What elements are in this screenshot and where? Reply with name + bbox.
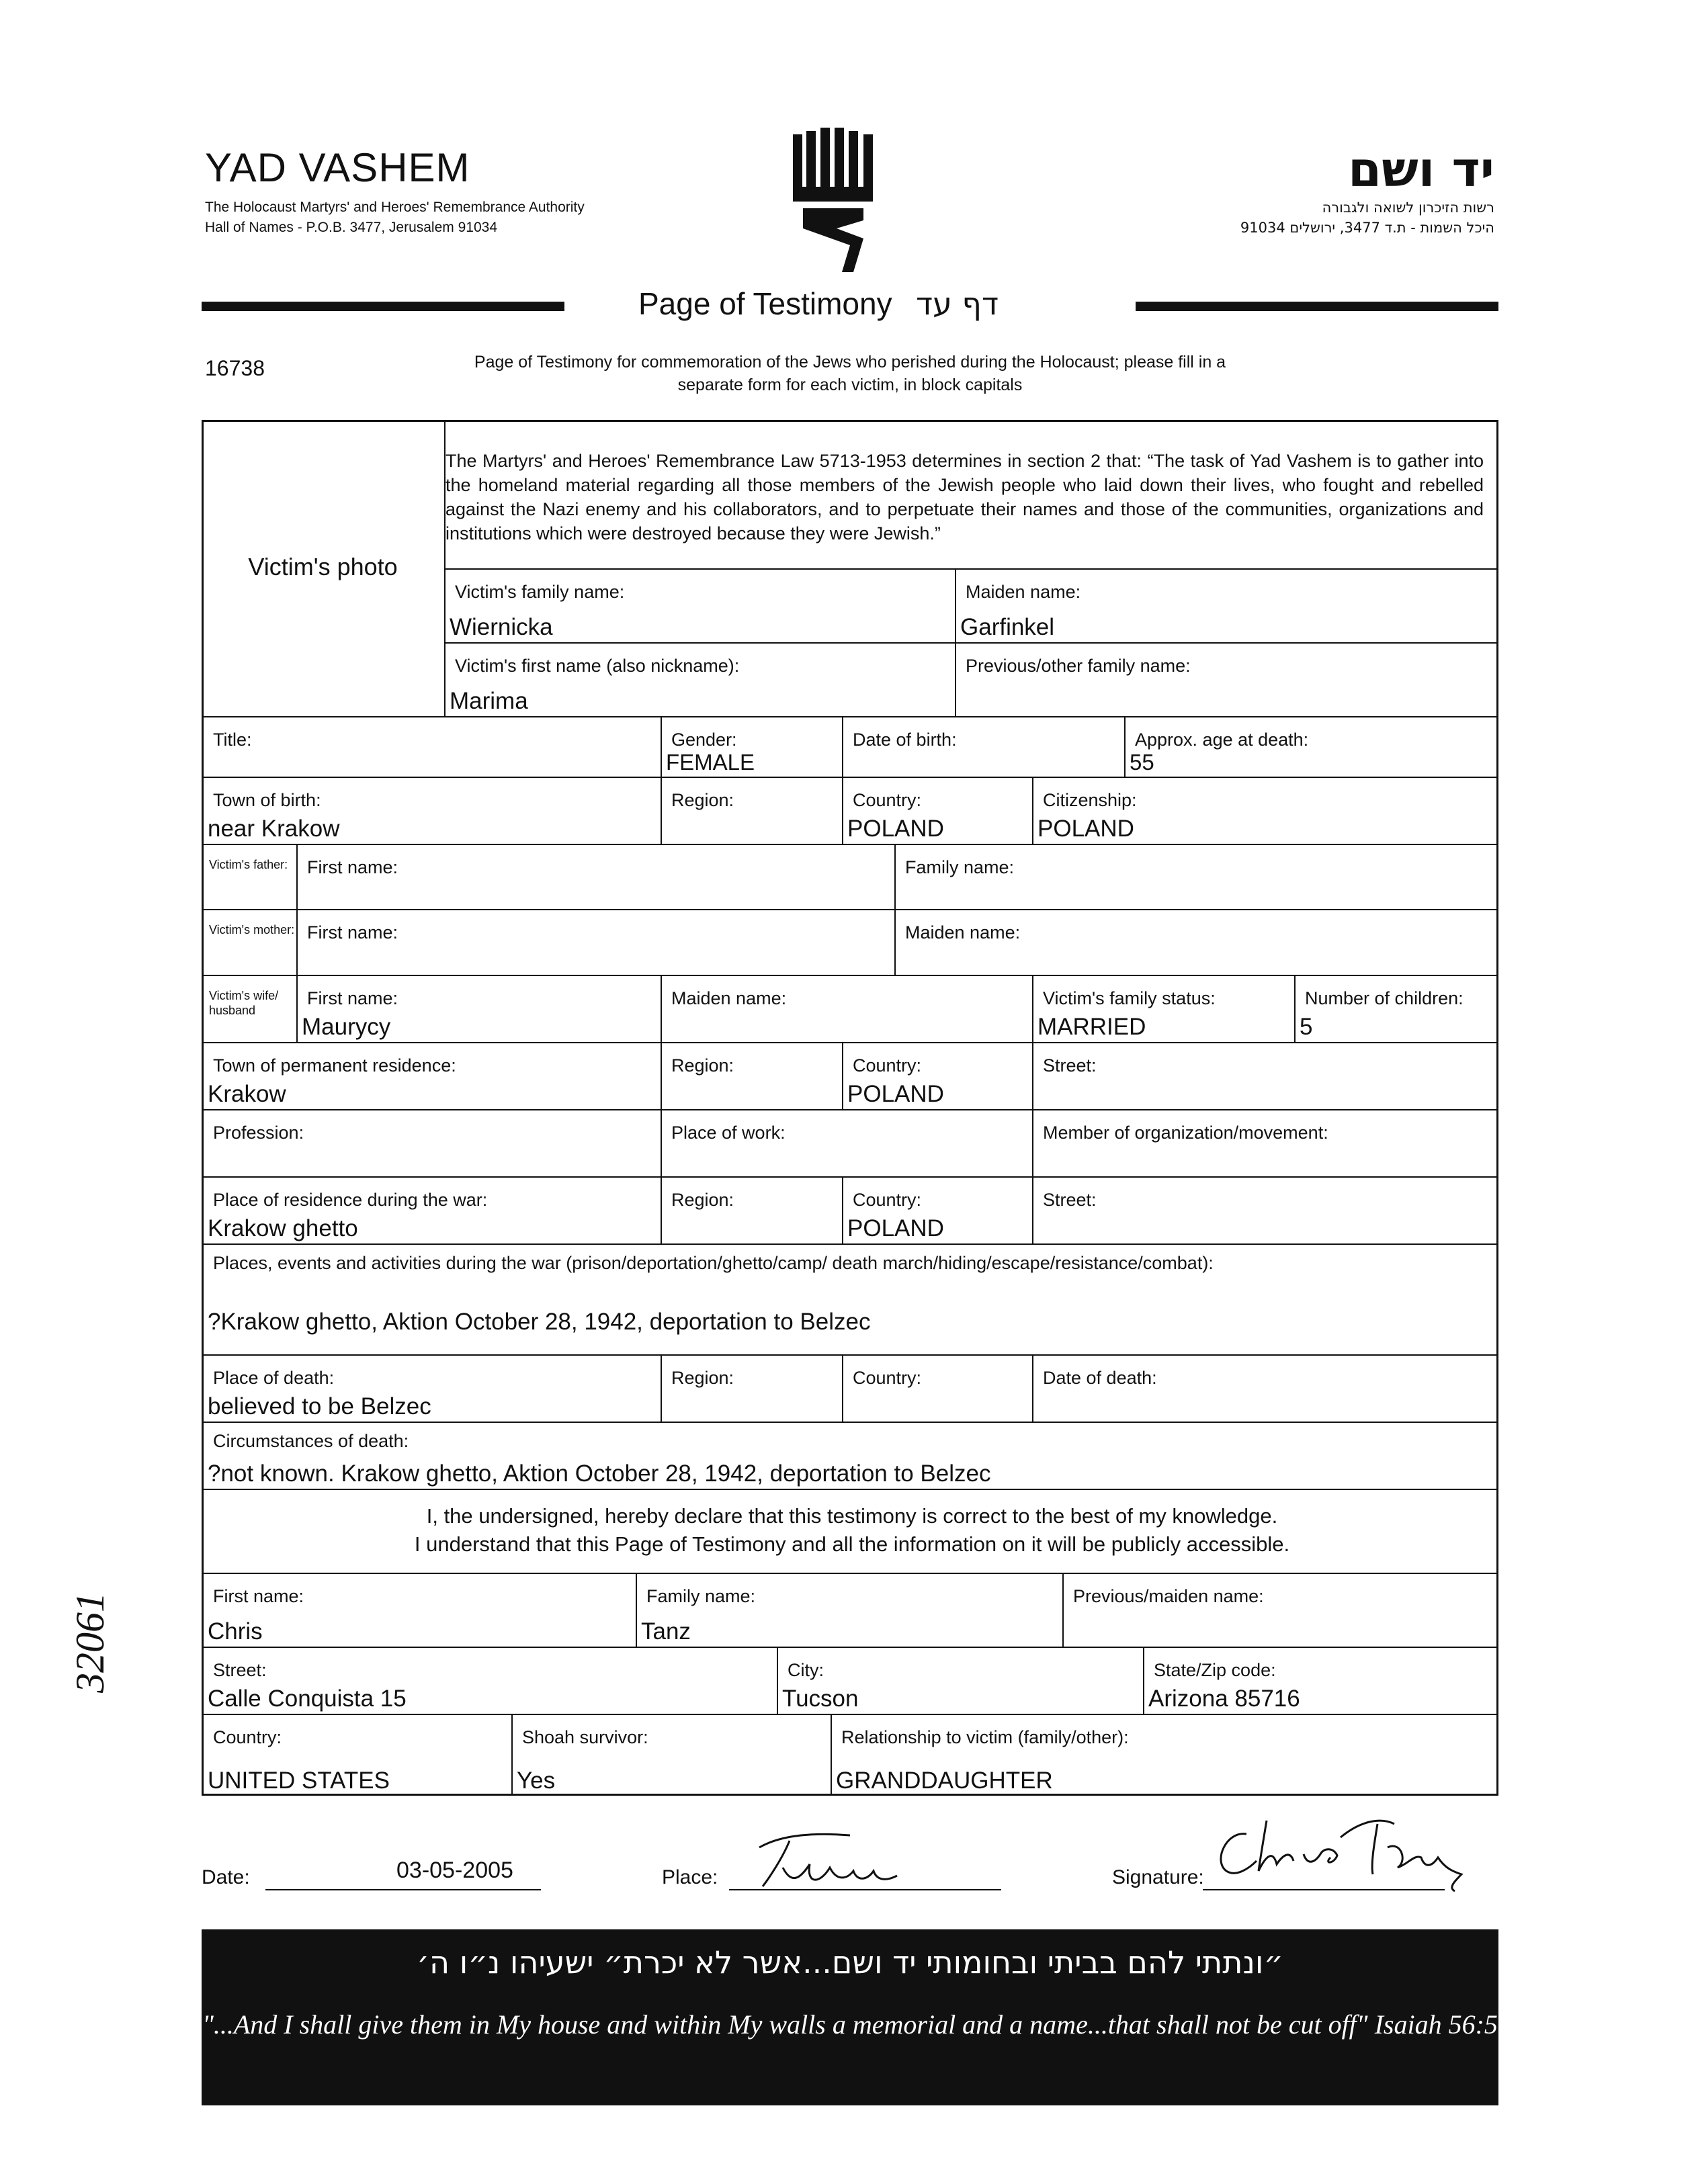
page-title-hebrew: דף עד [916,286,999,322]
victim-gender-field[interactable] [662,717,843,778]
spouse-first-name-field[interactable] [298,976,662,1043]
date-label: Date: [202,1866,250,1888]
father-side-label-box [204,845,298,910]
place-handwritten-icon[interactable] [736,1827,917,1894]
war-residence-value: Krakow ghetto [208,1215,358,1241]
form-instructions: Page of Testimony for commemoration of the Jews who perished during the Holocaust; please fill in a separate form for each victim, in block capitals [474,353,1226,394]
death-country-label: Country: [853,1368,922,1388]
place-line [729,1889,1001,1890]
birth-town-value: near Krakow [208,816,340,842]
quote-hebrew: ״ונתתי להם בביתי ובחומותי יד ושם...אשר לא יכרת״ ישעיהו נ״ו ה׳ [416,1944,1284,1980]
victim-age-field[interactable] [1126,717,1498,778]
war-street-label: Street: [1043,1190,1097,1210]
submitter-street-value: Calle Conquista 15 [208,1686,407,1712]
death-region-label: Region: [671,1368,734,1388]
residence-town-label: Town of permanent residence: [213,1055,456,1076]
submitter-city-field[interactable] [778,1648,1144,1715]
father-family-name-label: Family name: [905,857,1015,877]
residence-country-value: POLAND [847,1081,944,1107]
war-street-field[interactable] [1033,1178,1498,1245]
submitter-city-value: Tucson [782,1686,859,1712]
submitter-state-label: State/Zip code: [1154,1660,1276,1680]
submitter-prev-name-label: Previous/maiden name: [1073,1586,1264,1606]
submitter-prev-name-field[interactable] [1064,1574,1498,1648]
citizenship-label: Citizenship: [1043,790,1137,810]
victim-other-name-field[interactable] [956,644,1498,717]
victim-family-name-label: Victim's family name: [455,582,625,602]
spouse-maiden-name-field[interactable] [662,976,1033,1043]
residence-country-label: Country: [853,1055,922,1076]
citizenship-value: POLAND [1037,816,1134,842]
residence-street-field[interactable] [1033,1043,1498,1110]
war-country-label: Country: [853,1190,922,1210]
organization-field[interactable] [1033,1110,1498,1178]
victim-family-name-value: Wiernicka [450,614,553,640]
victim-age-label: Approx. age at death: [1135,730,1309,750]
victim-photo-box[interactable] [204,422,446,717]
submitter-family-name-value: Tanz [641,1618,691,1645]
organization-label: Member of organization/movement: [1043,1123,1328,1143]
profession-field[interactable] [204,1110,662,1178]
submitter-state-value: Arizona 85716 [1148,1686,1300,1712]
relationship-value: GRANDDAUGHTER [836,1767,1053,1794]
declaration-line-2: I understand that this Page of Testimony and all the information on it will be publicly accessible. [414,1532,1290,1556]
victim-title-field[interactable] [204,717,662,778]
victim-first-name-label: Victim's first name (also nickname): [455,656,740,676]
father-side-label: Victim's father: [209,858,288,871]
org-name-hebrew: יד ושם [1347,141,1494,198]
submitter-family-name-label: Family name: [646,1586,756,1606]
mother-maiden-name-field[interactable] [896,910,1498,976]
shoah-survivor-label: Shoah survivor: [522,1727,648,1747]
profession-label: Profession: [213,1123,304,1143]
victim-family-name-field[interactable] [446,570,956,644]
birth-town-field[interactable] [204,778,662,845]
family-status-value: MARRIED [1037,1014,1146,1040]
spouse-side-label: Victim's wife/ husband [209,989,279,1017]
shoah-survivor-field[interactable] [513,1715,832,1796]
victim-dob-field[interactable] [843,717,1126,778]
org-subtitle: The Holocaust Martyrs' and Heroes' Remembrance Authority [205,200,585,215]
submitter-country-value: UNITED STATES [208,1767,390,1794]
mother-first-name-label: First name: [307,922,398,943]
birth-country-label: Country: [853,790,922,810]
birth-region-field[interactable] [662,778,843,845]
residence-region-label: Region: [671,1055,734,1076]
citizenship-field[interactable] [1033,778,1498,845]
father-first-name-field[interactable] [298,845,896,910]
declaration-line-1: I, the undersigned, hereby declare that this testimony is correct to the best of my knowledge. [426,1504,1278,1528]
place-label: Place: [662,1866,718,1888]
victim-gender-value: FEMALE [666,750,755,775]
mother-maiden-name-label: Maiden name: [905,922,1021,943]
header-rule-right [1136,302,1498,311]
victim-title-label: Title: [213,730,252,750]
shoah-survivor-value: Yes [517,1767,556,1794]
org-address: Hall of Names - P.O.B. 3477, Jerusalem 91034 [205,220,498,235]
quote-english: "...And I shall give them in My house and within My walls a memorial and a name...that shall not be cut off" Isaiah 56:5 [202,2009,1498,2040]
death-country-field[interactable] [843,1356,1033,1423]
spouse-maiden-name-label: Maiden name: [671,988,787,1008]
death-circumstances-value: ?not known. Krakow ghetto, Aktion October 28, 1942, deportation to Belzec [208,1460,991,1487]
victim-other-name-label: Previous/other family name: [966,656,1191,676]
relationship-field[interactable] [832,1715,1498,1796]
victim-gender-label: Gender: [671,730,737,750]
spouse-side-label-box [204,976,298,1043]
header-rule-left [202,302,564,311]
submitter-first-name-label: First name: [213,1586,304,1606]
spouse-first-name-label: First name: [307,988,398,1008]
mother-side-label-box [204,910,298,976]
testimony-form [202,420,1498,1796]
org-subtitle-block [205,198,585,238]
war-events-field[interactable] [204,1245,1498,1356]
law-text: The Martyrs' and Heroes' Remembrance Law 5713-1953 determines in section 2 that: “The task of Yad Vashem is to gather into the homeland material regarding all those members of the Jewish people who laid down their lives, who fought and rebelled against the Nazi enemy and his collaborators, and to perpetuate their names and those of the communities, organizations and institutions which were destroyed because they were Jewish.” [446,451,1484,543]
submitter-family-name-field[interactable] [637,1574,1064,1648]
submitter-first-name-field[interactable] [204,1574,637,1648]
spouse-first-name-value: Maurycy [302,1014,391,1040]
children-count-field[interactable] [1296,976,1498,1043]
victim-dob-label: Date of birth: [853,730,957,750]
place-of-work-label: Place of work: [671,1123,786,1143]
mother-side-label: Victim's mother: [209,923,295,936]
children-count-value: 5 [1300,1014,1313,1040]
residence-street-label: Street: [1043,1055,1097,1076]
org-subtitle-hebrew-block [1240,198,1494,238]
declaration-box [204,1490,1498,1574]
victim-age-value: 55 [1130,750,1154,775]
father-first-name-label: First name: [307,857,398,877]
victim-photo-label: Victim's photo [248,553,398,580]
war-residence-label: Place of residence during the war: [213,1190,488,1210]
signature-line [1203,1889,1445,1890]
war-region-field[interactable] [662,1178,843,1245]
war-residence-field[interactable] [204,1178,662,1245]
signature-label: Signature: [1112,1866,1204,1888]
family-status-label: Victim's family status: [1043,988,1216,1008]
victim-first-name-value: Marima [450,688,528,714]
victim-maiden-name-value: Garfinkel [960,614,1055,640]
margin-note: 32061 [68,1592,112,1693]
page-title: Page of Testimony [638,286,892,321]
war-country-value: POLAND [847,1215,944,1241]
death-circumstances-field[interactable] [204,1423,1498,1490]
victim-first-name-field[interactable] [446,644,956,717]
residence-town-value: Krakow [208,1081,286,1107]
victim-maiden-name-label: Maiden name: [966,582,1081,602]
death-region-field[interactable] [662,1356,843,1423]
relationship-label: Relationship to victim (family/other): [841,1727,1129,1747]
quote-banner [202,1929,1498,2105]
submitter-country-label: Country: [213,1727,282,1747]
submitter-state-field[interactable] [1144,1648,1498,1715]
war-events-label: Places, events and activities during the war (prison/deportation/ghetto/camp/ death march/hiding/escape/resistance/combat): [213,1253,1214,1273]
birth-region-label: Region: [671,790,734,810]
signature-handwritten-icon[interactable] [1206,1807,1509,1894]
war-region-label: Region: [671,1190,734,1210]
residence-region-field[interactable] [662,1043,843,1110]
submitter-first-name-value: Chris [208,1618,263,1645]
death-date-field[interactable] [1033,1356,1498,1423]
org-name: YAD VASHEM [205,145,470,190]
date-line [265,1889,541,1890]
war-country-field[interactable] [843,1178,1033,1245]
death-place-label: Place of death: [213,1368,335,1388]
birth-country-value: POLAND [847,816,944,842]
submitter-city-label: City: [788,1660,824,1680]
war-events-value: ?Krakow ghetto, Aktion October 28, 1942, deportation to Belzec [208,1309,871,1335]
mother-first-name-field[interactable] [298,910,896,976]
submitter-street-field[interactable] [204,1648,778,1715]
victim-maiden-name-field[interactable] [956,570,1498,644]
date-value[interactable]: 03-05-2005 [396,1858,513,1883]
submitter-street-label: Street: [213,1660,267,1680]
residence-town-field[interactable] [204,1043,662,1110]
death-place-value: believed to be Belzec [208,1393,431,1419]
submitter-country-field[interactable] [204,1715,513,1796]
death-date-label: Date of death: [1043,1368,1157,1388]
yad-vashem-logo-icon [790,128,877,275]
place-of-work-field[interactable] [662,1110,1033,1178]
family-status-field[interactable] [1033,976,1296,1043]
death-circumstances-label: Circumstances of death: [213,1431,409,1451]
birth-country-field[interactable] [843,778,1033,845]
residence-country-field[interactable] [843,1043,1033,1110]
form-number: 16738 [205,356,265,380]
children-count-label: Number of children: [1305,988,1464,1008]
father-family-name-field[interactable] [896,845,1498,910]
org-subtitle-hebrew: רשות הזיכרון לשואה ולגבורה [1322,200,1494,216]
birth-town-label: Town of birth: [213,790,321,810]
org-address-hebrew: היכל השמות - ת.ד 3477, ירושלים 91034 [1240,220,1494,236]
death-place-field[interactable] [204,1356,662,1423]
